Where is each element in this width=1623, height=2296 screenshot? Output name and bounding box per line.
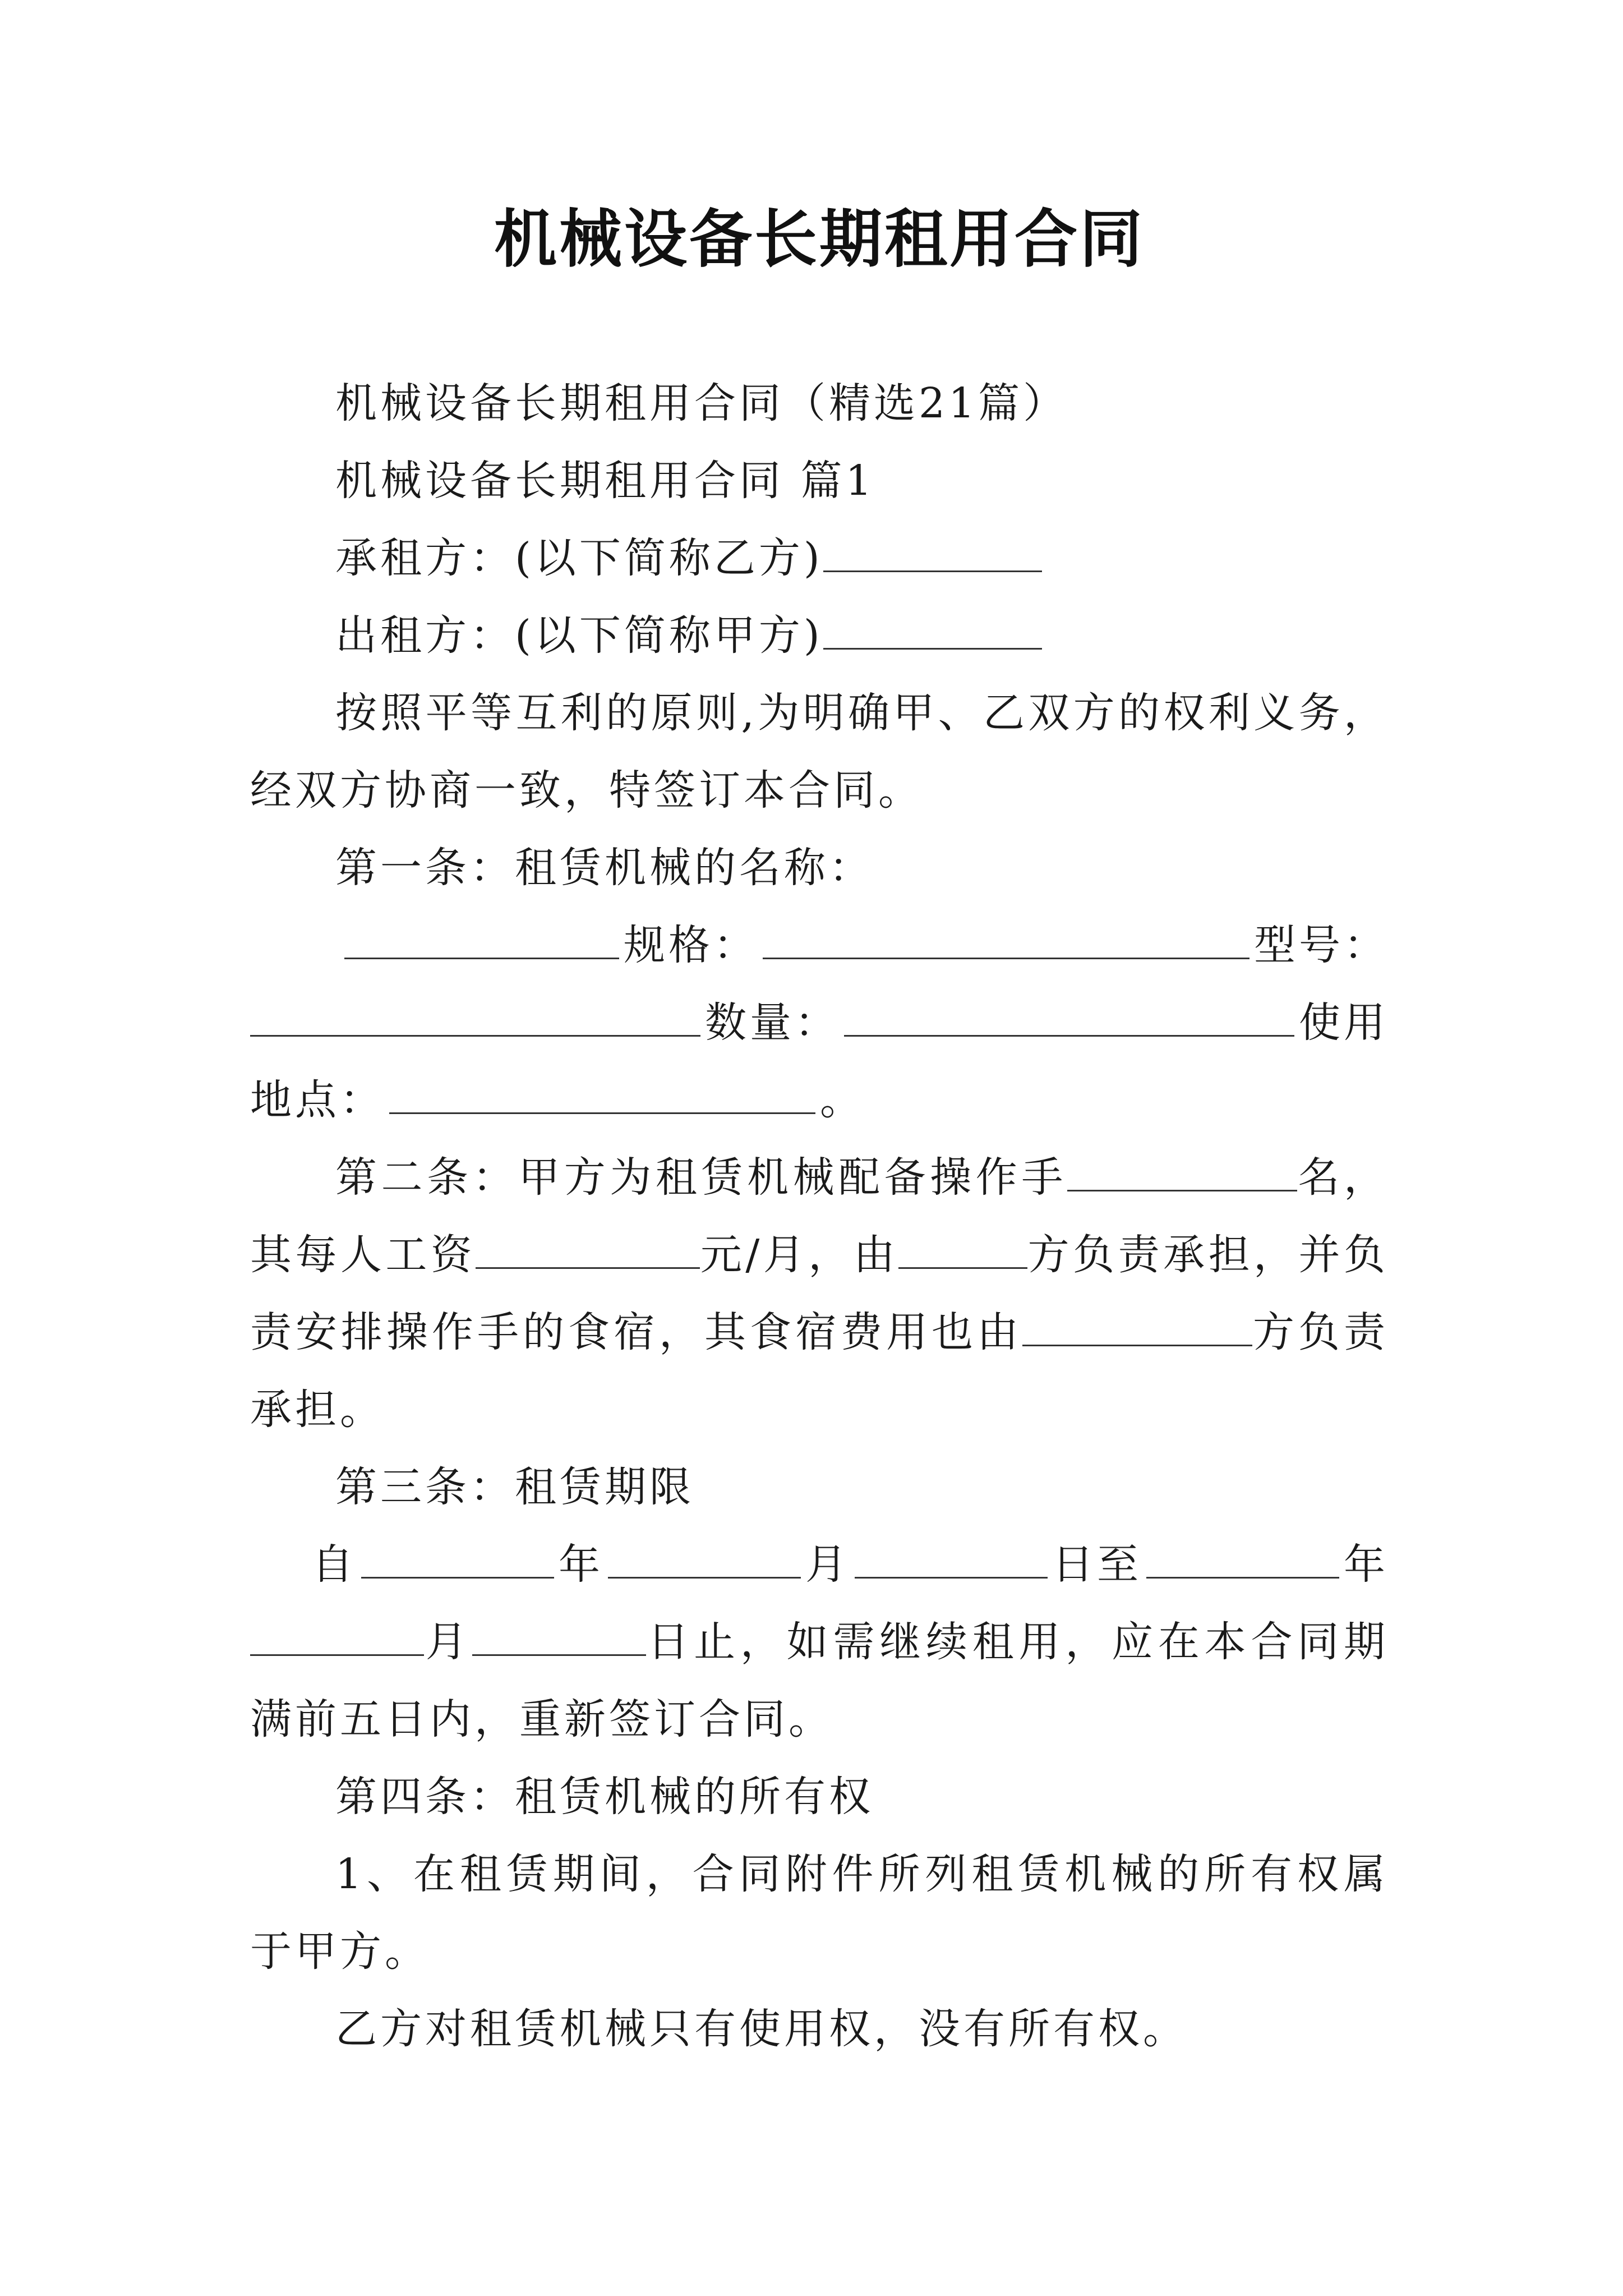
clause3-rest: 日止，如需继续租用，应在本合同期满前五日内，重新签订合同。	[250, 1618, 1389, 1743]
month-label: 月	[805, 1540, 850, 1589]
lessee-label: 承租方：(以下简称乙方)	[335, 534, 823, 582]
start-day-blank	[855, 1543, 1048, 1579]
lessor-line	[250, 597, 1389, 674]
clause4-item1: 1、在租赁期间，合同附件所列租赁机械的所有权属于甲方。	[250, 1850, 1389, 1976]
start-month-blank	[608, 1543, 801, 1579]
end-year-blank	[1146, 1543, 1339, 1579]
board-party-blank	[1022, 1311, 1252, 1346]
lessee-blank	[823, 537, 1042, 572]
quantity-blank	[844, 1001, 1294, 1037]
use-label: 使用	[1299, 999, 1389, 1047]
location-blank	[389, 1079, 815, 1114]
clause2-part3: 元/月，由	[700, 1231, 899, 1279]
clause1-row-location	[250, 1061, 1389, 1139]
clause2-paragraph	[250, 1139, 1389, 1448]
end-month-blank	[250, 1621, 424, 1656]
clause3-heading: 第三条：租赁期限	[335, 1463, 694, 1511]
year2-label: 年	[1344, 1540, 1389, 1589]
location-label: 地点：	[250, 1076, 385, 1124]
operator-count-blank	[1067, 1156, 1297, 1191]
month2-label: 月	[424, 1618, 472, 1666]
wage-party-blank	[898, 1234, 1027, 1269]
article-heading: 机械设备长期租用合同 篇1	[335, 457, 875, 505]
document-title: 机械设备长期租用合同	[494, 203, 1145, 276]
year-label: 年	[559, 1540, 603, 1589]
clause2-part5: 方负责承担。	[250, 1308, 1389, 1434]
clause2-part4: 方负责承担，并负责安排操作手的食宿，其食宿费用也由	[250, 1231, 1389, 1356]
location-end: 。	[820, 1076, 865, 1124]
clause1-row-quantity	[250, 984, 1389, 1061]
spec-blank	[763, 924, 1249, 959]
start-year-blank	[361, 1543, 554, 1579]
clause3-row-dates	[250, 1526, 1389, 1603]
name-blank	[344, 924, 619, 959]
clause1-heading: 第一条：租赁机械的名称：	[335, 844, 874, 892]
intro-paragraph: 按照平等互利的原则,为明确甲、乙双方的权利义务，经双方协商一致，特签订本合同。	[250, 689, 1389, 815]
clause4-heading: 第四条：租赁机械的所有权	[335, 1773, 874, 1821]
wage-blank	[476, 1234, 700, 1269]
clause2-part2: 名，其每人工资	[250, 1153, 1389, 1279]
subtitle: 机械设备长期租用合同（精选21篇）	[335, 379, 1068, 427]
quantity-label: 数量：	[705, 999, 840, 1047]
end-day-blank	[472, 1621, 646, 1656]
clause3-continuation	[250, 1603, 1389, 1758]
lessee-line	[250, 519, 1389, 597]
clause2-part1: 第二条：甲方为租赁机械配备操作手	[335, 1153, 1067, 1202]
clause1-row-spec	[250, 907, 1389, 984]
lessor-blank	[823, 614, 1042, 650]
day-to-label: 日至	[1052, 1540, 1142, 1589]
spec-label: 规格：	[624, 921, 758, 969]
model-label: 型号：	[1254, 921, 1389, 969]
model-blank	[250, 1001, 700, 1037]
clause4-item2: 乙方对租赁机械只有使用权，没有所有权。	[335, 2005, 1188, 2053]
lessor-label: 出租方：(以下简称甲方)	[335, 611, 823, 660]
from-label: 自	[312, 1540, 357, 1589]
document-body	[250, 365, 1389, 2068]
